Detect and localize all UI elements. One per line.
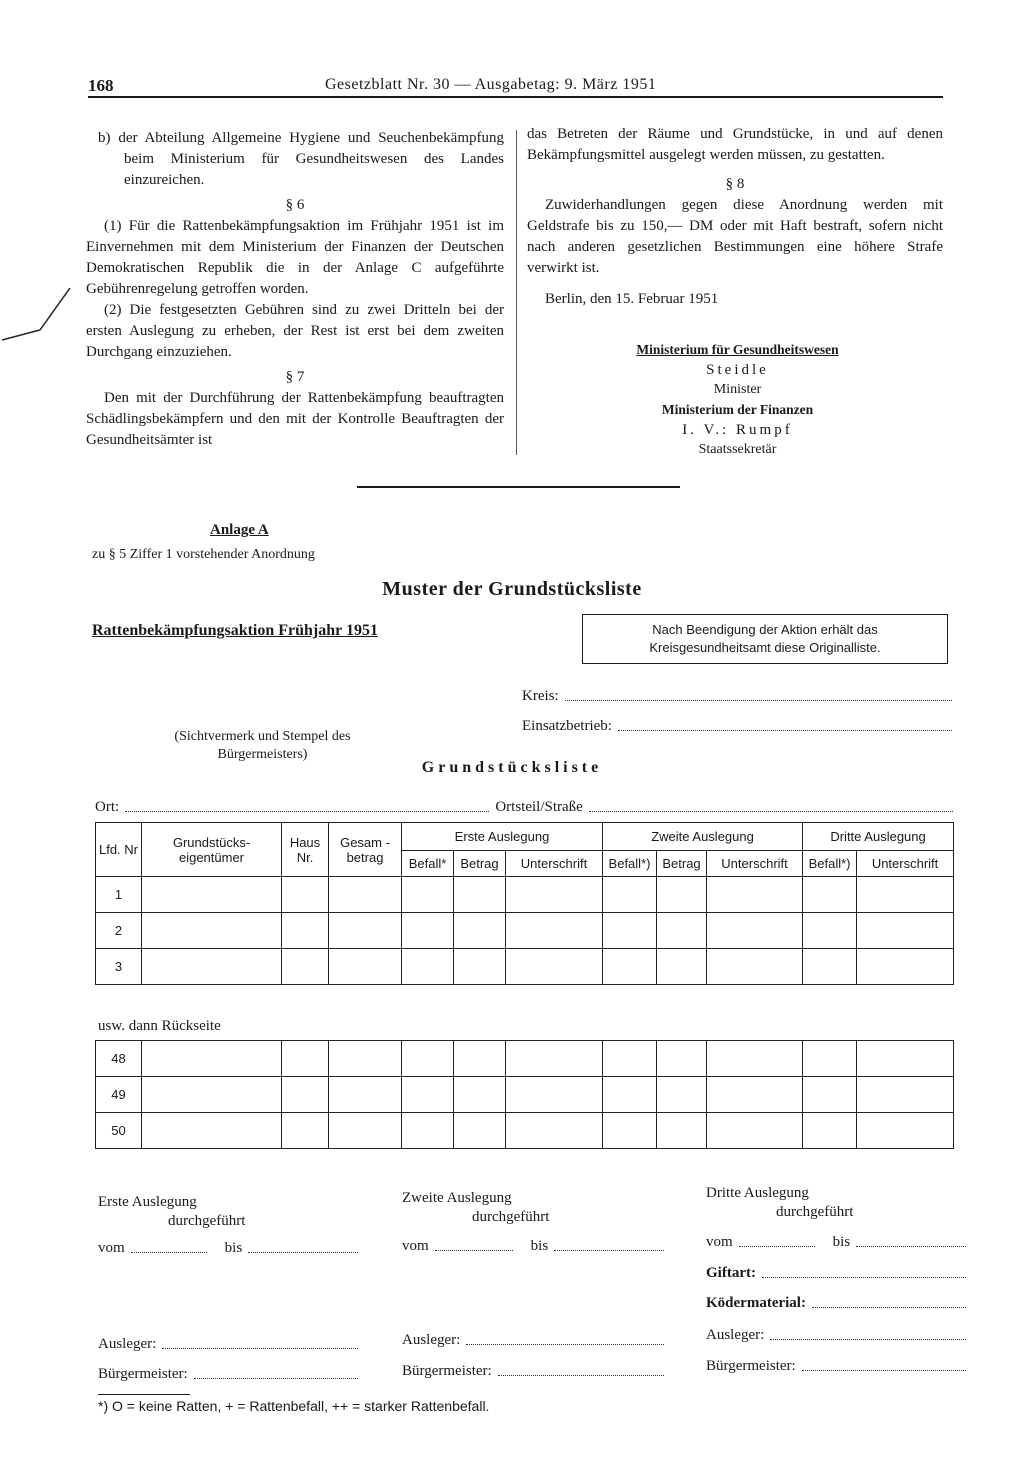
section-6-heading: § 6 — [285, 197, 305, 213]
koedermaterial-field[interactable] — [706, 1295, 966, 1312]
second-vom-input[interactable] — [435, 1246, 513, 1251]
second-vom-label: vom — [402, 1238, 429, 1254]
koedermaterial-label: Ködermaterial: — [706, 1295, 806, 1311]
section-7-heading: § 7 — [285, 369, 305, 385]
page-number: 168 — [88, 76, 114, 95]
kreis-label: Kreis: — [522, 688, 559, 704]
third-application-title: Dritte Auslegung — [706, 1185, 809, 1201]
row-number: 49 — [96, 1077, 142, 1113]
giftart-input[interactable] — [762, 1273, 966, 1278]
ortsteil-input-line[interactable] — [589, 807, 953, 812]
ort-label: Ort: — [95, 799, 120, 815]
note-box — [582, 614, 948, 664]
kreis-field[interactable] — [522, 688, 952, 705]
section-divider — [357, 486, 680, 488]
running-header: Gesetzblatt Nr. 30 — Ausgabetag: 9. März 1951 — [325, 76, 657, 93]
second-buergermeister-input[interactable] — [498, 1371, 664, 1376]
right-column — [527, 124, 943, 310]
header-owner: Grundstücks-eigentümer — [142, 823, 282, 877]
second-application-title: Zweite Auslegung — [402, 1190, 512, 1206]
continue-note: usw. dann Rückseite — [98, 1018, 221, 1034]
third-vom-label: vom — [706, 1234, 733, 1250]
einsatzbetrieb-field[interactable] — [522, 718, 952, 735]
header-third-application: Dritte Auslegung — [803, 823, 954, 851]
third-vom-input[interactable] — [739, 1242, 815, 1247]
second-buergermeister-label: Bürgermeister: — [402, 1363, 492, 1379]
einsatzbetrieb-label: Einsatzbetrieb: — [522, 718, 612, 734]
ort-field[interactable] — [95, 799, 953, 816]
kreis-input-line[interactable] — [565, 696, 952, 701]
first-application-done: durchgeführt — [168, 1213, 246, 1229]
table-row[interactable] — [96, 1077, 954, 1113]
header-lfd-nr: Lfd. Nr — [96, 823, 142, 877]
row-number: 48 — [96, 1041, 142, 1077]
first-vom-input[interactable] — [131, 1248, 207, 1253]
ministry-finance: Ministerium der Finanzen — [661, 402, 814, 417]
stamp-note: (Sichtvermerk und Stempel des Bürgermeisters) — [174, 729, 351, 762]
section-6-paragraph-2: (2) Die festgesetzten Gebühren sind zu zwei Dritteln bei der ersten Auslegung zu erheben, der Rest ist erst bei dem zweiten Durchgang einzuziehen. — [86, 302, 504, 360]
sub-befall-2: Befall*) — [603, 851, 657, 877]
giftart-label: Giftart: — [706, 1265, 756, 1281]
signatory-1-name: Steidle — [706, 362, 769, 378]
first-ausleger-label: Ausleger: — [98, 1336, 157, 1352]
first-vom-label: vom — [98, 1240, 125, 1256]
item-b-text: b) der Abteilung Allgemeine Hygiene und Seuchenbekämpfung beim Ministerium für Gesundheitswesen des Landes einzureichen. — [98, 130, 504, 188]
giftart-field[interactable] — [706, 1265, 966, 1282]
signatory-2-role: Staatssekretär — [698, 442, 777, 457]
column-separator — [516, 130, 517, 455]
second-application-done: durchgeführt — [472, 1209, 550, 1225]
third-ausleger-label: Ausleger: — [706, 1327, 765, 1343]
table-row[interactable] — [96, 949, 954, 985]
first-date-range[interactable] — [98, 1240, 358, 1257]
second-bis-input[interactable] — [554, 1246, 664, 1251]
first-ausleger-input[interactable] — [162, 1344, 358, 1349]
sub-unterschrift-1: Unterschrift — [506, 851, 603, 877]
first-buergermeister-field[interactable] — [98, 1366, 358, 1383]
third-buergermeister-field[interactable] — [706, 1358, 966, 1375]
signature-block — [600, 340, 875, 460]
property-table-top — [95, 822, 954, 985]
sub-unterschrift-3: Unterschrift — [857, 851, 954, 877]
first-application-title: Erste Auslegung — [98, 1194, 197, 1210]
sub-unterschrift-2: Unterschrift — [707, 851, 803, 877]
row-number: 3 — [96, 949, 142, 985]
einsatzbetrieb-input-line[interactable] — [618, 726, 952, 731]
row-number: 2 — [96, 913, 142, 949]
first-buergermeister-input[interactable] — [194, 1374, 358, 1379]
third-bis-label: bis — [832, 1234, 851, 1250]
third-application-done: durchgeführt — [776, 1204, 854, 1220]
list-title: Grundstücksliste — [421, 759, 603, 776]
third-ausleger-input[interactable] — [770, 1335, 966, 1340]
second-bis-label: bis — [530, 1238, 549, 1254]
left-column — [86, 128, 504, 451]
first-ausleger-field[interactable] — [98, 1336, 358, 1353]
third-buergermeister-label: Bürgermeister: — [706, 1358, 796, 1374]
section-8-paragraph: Zuwiderhandlungen gegen diese Anordnung werden mit Geldstrafe bis zu 150,— DM oder mit Haft bestraft, sofern nicht nach anderen gesetzlichen Bestimmungen eine höhere Strafe verwirkt ist. — [527, 197, 943, 276]
header-gesamtbetrag: Gesam - betrag — [329, 823, 402, 877]
ministry-health: Ministerium für Gesundheitswesen — [636, 342, 839, 357]
section-6-paragraph-1: (1) Für die Rattenbekämpfungsaktion im Frühjahr 1951 ist im Einvernehmen mit dem Ministerium der Finanzen der Deutschen Demokratischen Republik die in der Anlage C aufgeführte Gebührenregelung getroffen worden. — [86, 218, 504, 297]
header-first-application: Erste Auslegung — [402, 823, 603, 851]
continuation-text: das Betreten der Räume und Grundstücke, in und auf denen Bekämpfungsmittel ausgelegt werden müssen, zu gestatten. — [527, 126, 943, 163]
first-bis-input[interactable] — [248, 1248, 358, 1253]
second-ausleger-input[interactable] — [466, 1340, 664, 1345]
signatory-1-role: Minister — [713, 382, 762, 397]
margin-pen-mark — [0, 288, 80, 348]
annex-heading: Anlage A — [210, 522, 269, 538]
annex-subheading: zu § 5 Ziffer 1 vorstehender Anordnung — [92, 547, 315, 562]
second-ausleger-field[interactable] — [402, 1332, 664, 1349]
note-text: Nach Beendigung der Aktion erhält das Kreisgesundheitsamt diese Originalliste. — [649, 622, 881, 655]
row-number: 50 — [96, 1113, 142, 1149]
ort-input-line[interactable] — [125, 807, 489, 812]
first-bis-label: bis — [224, 1240, 243, 1256]
footnote: *) O = keine Ratten, + = Rattenbefall, ++ = starker Rattenbefall. — [98, 1398, 490, 1414]
action-title: Rattenbekämpfungsaktion Frühjahr 1951 — [92, 622, 378, 639]
row-number: 1 — [96, 877, 142, 913]
third-buergermeister-input[interactable] — [802, 1366, 966, 1371]
koedermaterial-input[interactable] — [812, 1303, 966, 1308]
third-date-range[interactable] — [706, 1234, 966, 1251]
footnote-rule — [98, 1394, 190, 1395]
second-ausleger-label: Ausleger: — [402, 1332, 461, 1348]
section-8-heading: § 8 — [725, 176, 745, 192]
ortsteil-label: Ortsteil/Straße — [495, 799, 583, 815]
header-haus-nr: Haus Nr. — [282, 823, 329, 877]
sub-betrag-1: Betrag — [454, 851, 506, 877]
section-7-paragraph: Den mit der Durchführung der Rattenbekämpfung beauftragten Schädlingsbekämpfern und den mit der Kontrolle Beauftragten der Gesundheitsämter ist — [86, 390, 504, 448]
third-bis-input[interactable] — [856, 1242, 966, 1247]
property-table-bottom — [95, 1040, 954, 1149]
third-ausleger-field[interactable] — [706, 1327, 966, 1344]
header-rule — [88, 96, 943, 98]
sub-befall-1: Befall* — [402, 851, 454, 877]
place-date: Berlin, den 15. Februar 1951 — [545, 291, 719, 307]
second-buergermeister-field[interactable] — [402, 1363, 664, 1380]
sub-betrag-2: Betrag — [657, 851, 707, 877]
first-buergermeister-label: Bürgermeister: — [98, 1366, 188, 1382]
sub-befall-3: Befall*) — [803, 851, 857, 877]
signatory-2-name: I. V.: Rumpf — [682, 422, 793, 438]
form-title: Muster der Grundstücksliste — [382, 578, 642, 600]
second-date-range[interactable] — [402, 1238, 664, 1255]
table-row[interactable] — [96, 1113, 954, 1149]
table-row[interactable] — [96, 913, 954, 949]
table-row[interactable] — [96, 877, 954, 913]
table-row[interactable] — [96, 1041, 954, 1077]
header-second-application: Zweite Auslegung — [603, 823, 803, 851]
